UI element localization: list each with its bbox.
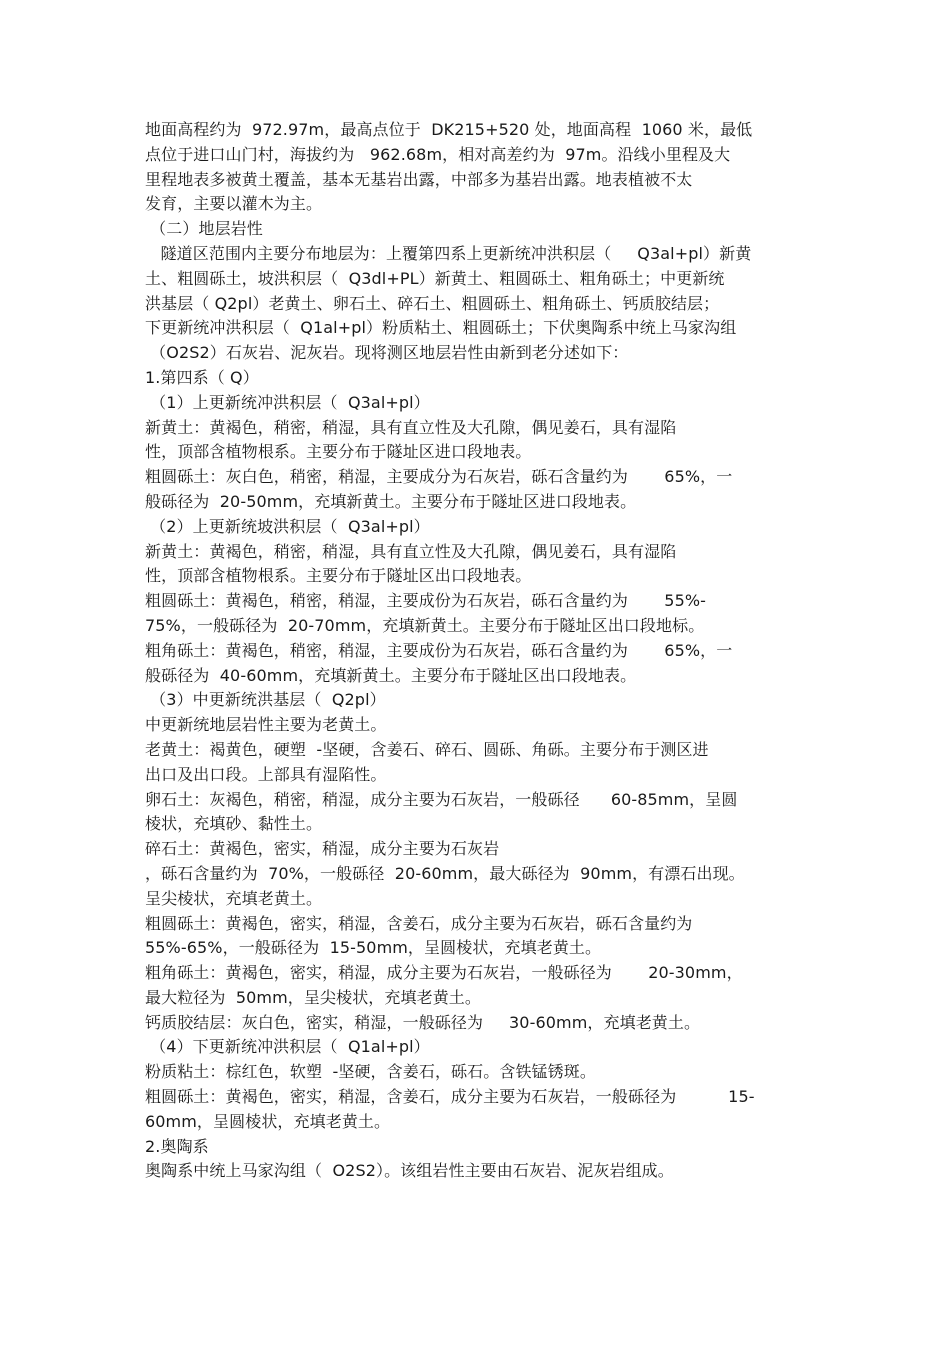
text-line: （O2S2）石灰岩、泥灰岩。现将测区地层岩性由新到老分述如下：: [145, 343, 629, 363]
text-line: （4）下更新统冲洪积层（ Q1al+pl）: [145, 1037, 430, 1057]
text-line: 般砾径为 20-50mm，充填新黄土。主要分布于隧址区进口段地表。: [145, 491, 637, 511]
text-line: 新黄土：黄褐色，稍密，稍湿，具有直立性及大孔隙，偶见姜石，具有湿陷: [145, 541, 677, 561]
text-line: 般砾径为 40-60mm，充填新黄土。主要分布于隧址区出口段地表。: [145, 665, 637, 685]
text-line: 55%-65%，一般砾径为 15-50mm，呈圆棱状，充填老黄土。: [145, 938, 602, 958]
text-line: 最大粒径为 50mm，呈尖棱状，充填老黄土。: [145, 987, 482, 1007]
text-line: 奥陶系中统上马家沟组（ O2S2）。该组岩性主要由石灰岩、泥灰岩组成。: [145, 1161, 674, 1181]
text-line: 粗角砾土：黄褐色，密实，稍湿，成分主要为石灰岩，一般砾径为 20-30mm，: [145, 963, 743, 983]
text-line: 呈尖棱状，充填老黄土。: [145, 888, 323, 908]
text-line: 粗圆砾土：黄褐色，稍密，稍湿，主要成份为石灰岩，砾石含量约为 55%-: [145, 591, 707, 611]
text-line: 中更新统地层岩性主要为老黄土。: [145, 715, 387, 735]
text-line: 2.奥陶系: [145, 1136, 209, 1156]
text-line: 钙质胶结层：灰白色，密实，稍湿，一般砾径为 30-60mm，充填老黄土。: [145, 1012, 701, 1032]
text-line: 碎石土：黄褐色，密实，稍湿，成分主要为石灰岩: [145, 839, 500, 859]
text-line: 1.第四系（ Q）: [145, 367, 259, 387]
text-line: 棱状，充填砂、黏性土。: [145, 814, 323, 834]
text-line: 75%，一般砾径为 20-70mm，充填新黄土。主要分布于隧址区出口段地标。: [145, 615, 705, 635]
text-line: 土、粗圆砾土，坡洪积层（ Q3dl+PL）新黄土、粗圆砾土、粗角砾土；中更新统: [145, 268, 725, 288]
text-line: （二）地层岩性: [145, 219, 263, 239]
text-line: 粗圆砾土：灰白色，稍密，稍湿，主要成分为石灰岩，砾石含量约为 65%，一: [145, 467, 733, 487]
text-line: 地面高程约为 972.97m，最高点位于 DK215+520 处，地面高程 1060 米，最低: [145, 120, 753, 139]
text-line: 性，顶部含植物根系。主要分布于隧址区进口段地表。: [145, 442, 532, 462]
text-line: 里程地表多被黄土覆盖，基本无基岩出露，中部多为基岩出露。地表植被不太: [145, 169, 693, 189]
text-line: 新黄土：黄褐色，稍密，稍湿，具有直立性及大孔隙，偶见姜石，具有湿陷: [145, 417, 677, 437]
text-line: （3）中更新统洪基层（ Q2pl）: [145, 690, 386, 710]
text-line: ，砾石含量约为 70%，一般砾径 20-60mm，最大砾径为 90mm，有漂石出现。: [145, 863, 745, 883]
text-line: 粗圆砾土：黄褐色，密实，稍湿，含姜石，成分主要为石灰岩，砾石含量约为: [145, 913, 693, 933]
text-line: 出口及出口段。上部具有湿陷性。: [145, 764, 387, 784]
text-line: 性，顶部含植物根系。主要分布于隧址区出口段地表。: [145, 566, 532, 586]
text-line: 粗角砾土：黄褐色，稍密，稍湿，主要成份为石灰岩，砾石含量约为 65%，一: [145, 640, 733, 660]
text-line: 点位于进口山门村，海拔约为 962.68m，相对高差约为 97m。沿线小里程及大: [145, 144, 731, 164]
text-line: 发育，主要以灌木为主。: [145, 194, 323, 214]
text-line: 卵石土：灰褐色，稍密，稍湿，成分主要为石灰岩，一般砾径 60-85mm，呈圆: [145, 789, 738, 809]
text-line: （1）上更新统冲洪积层（ Q3al+pl）: [145, 392, 430, 412]
text-line: （2）上更新统坡洪积层（ Q3al+pl）: [145, 516, 430, 536]
text-line: 下更新统冲洪积层（ Q1al+pl）粉质粘土、粗圆砾土；下伏奥陶系中统上马家沟组: [145, 318, 737, 338]
text-line: 隧道区范围内主要分布地层为：上覆第四系上更新统冲洪积层（ Q3al+pl）新黄: [145, 243, 752, 263]
text-line: 粗圆砾土：黄褐色，密实，稍湿，含姜石，成分主要为石灰岩，一般砾径为 15-: [145, 1087, 755, 1107]
body-text: [145, 118, 815, 1184]
text-line: 60mm，呈圆棱状，充填老黄土。: [145, 1111, 391, 1131]
text-line: 粉质粘土：棕红色，软塑 -坚硬，含姜石，砾石。含铁锰锈斑。: [145, 1062, 596, 1082]
text-line: 洪基层（ Q2pl）老黄土、卵石土、碎石土、粗圆砾土、粗角砾土、钙质胶结层；: [145, 293, 720, 313]
text-line: 老黄土：褐黄色，硬塑 -坚硬，含姜石、碎石、圆砾、角砾。主要分布于测区进: [145, 739, 709, 759]
